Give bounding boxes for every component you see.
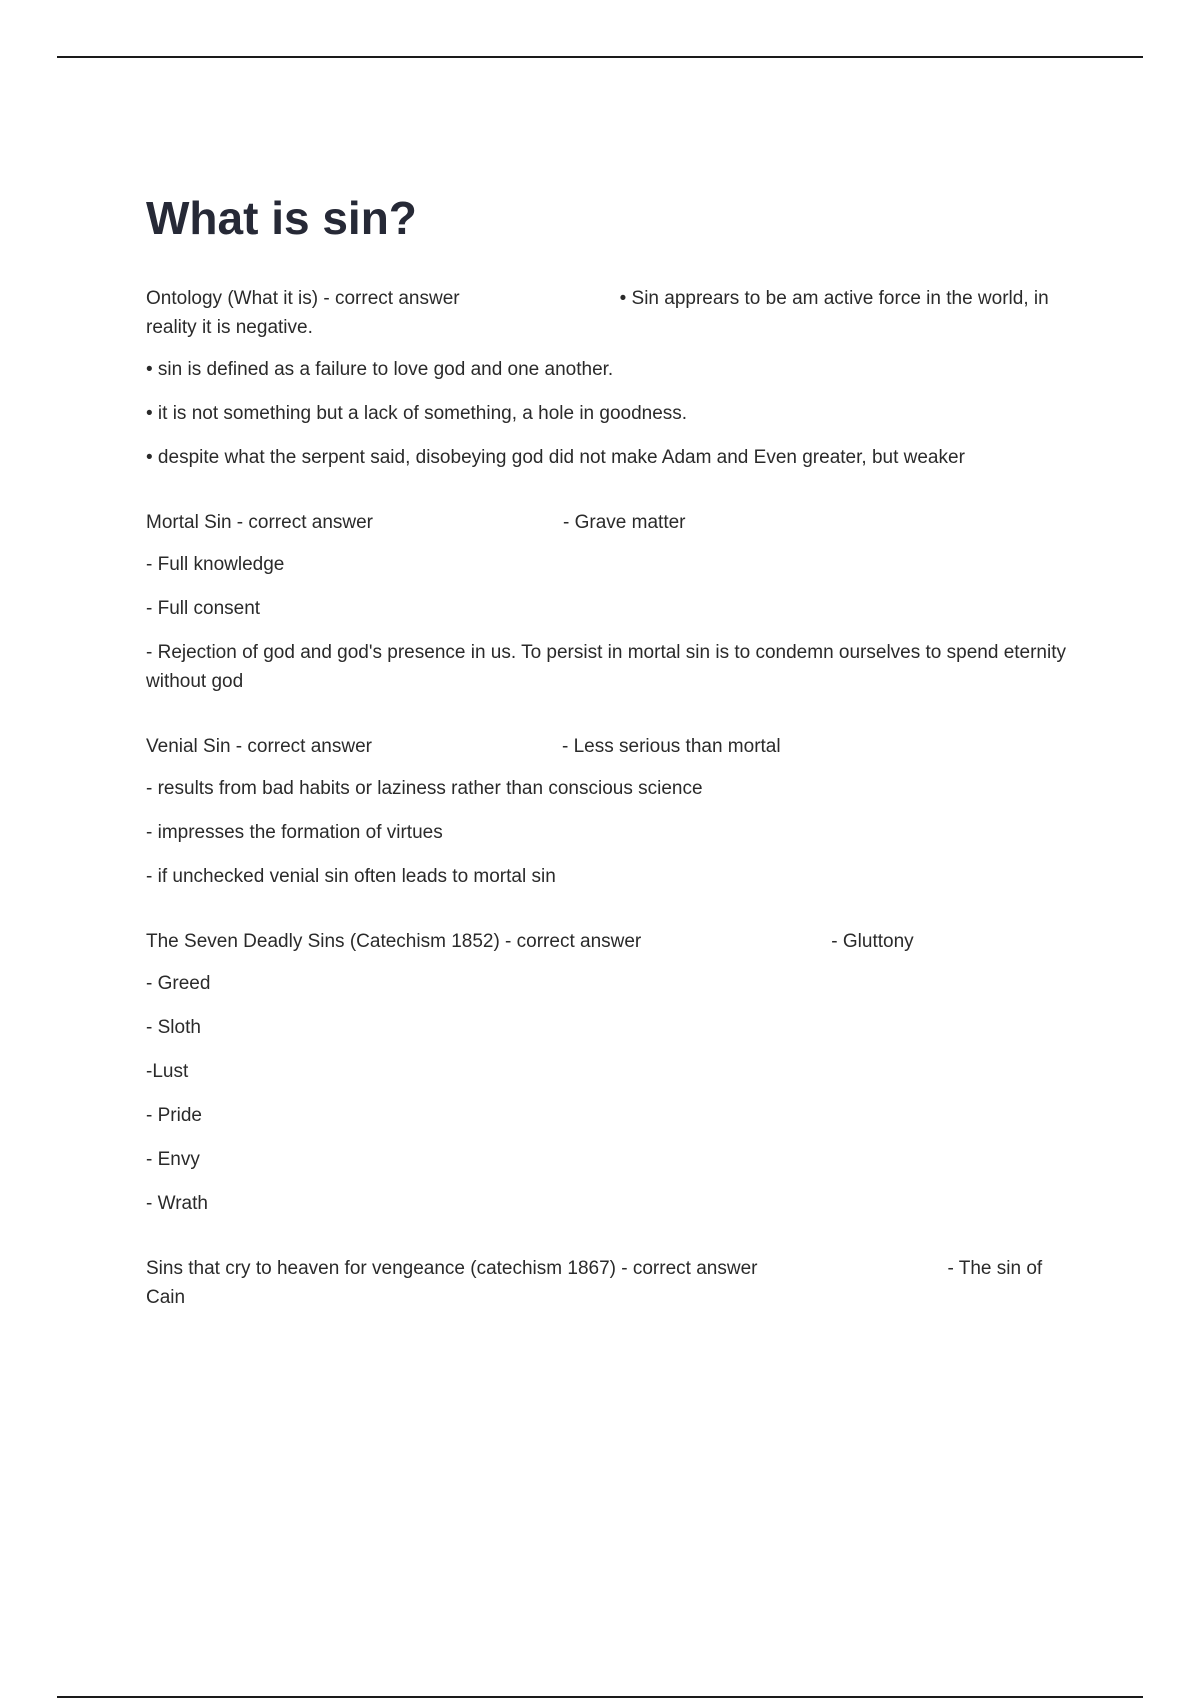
card-answer-line: - results from bad habits or laziness rather than conscious science (146, 778, 703, 799)
top-rule (57, 56, 1143, 58)
card-answer-line: - impresses the formation of virtues (146, 822, 443, 843)
card-answer-start: - Grave matter (563, 512, 686, 533)
card-answer-line: - Full consent (146, 598, 261, 619)
card-sins-cry-to-heaven (146, 1254, 1086, 1312)
card-question-line (146, 1254, 1086, 1312)
bottom-rule (57, 1696, 1143, 1698)
card-answer-start: - The sin of Cain (146, 1258, 1043, 1308)
card-answer-line: - Greed (146, 973, 211, 994)
card-answer-line: - Envy (146, 1149, 200, 1170)
card-answer-line: • it is not something but a lack of something, a hole in goodness. (146, 403, 688, 424)
card-mortal-sin (146, 508, 1086, 696)
page-title: What is sin? (146, 192, 417, 244)
card-question: Mortal Sin - correct answer (146, 512, 374, 533)
card-question: The Seven Deadly Sins (Catechism 1852) - correct answer (146, 931, 642, 952)
card-venial-sin (146, 732, 1086, 891)
card-question: Venial Sin - correct answer (146, 736, 372, 757)
card-answer-start: - Less serious than mortal (562, 736, 781, 757)
card-answer-line: - Full knowledge (146, 554, 285, 575)
card-answer-line: • despite what the serpent said, disobeying god did not make Adam and Even greater, but weaker (146, 447, 965, 468)
card-answer-line: - Sloth (146, 1017, 201, 1038)
card-answer-line: - Pride (146, 1105, 202, 1126)
card-answer-line: - Rejection of god and god's presence in us. To persist in mortal sin is to condemn ourselves to spend eternity without god (146, 642, 1066, 692)
card-ontology (146, 284, 1086, 472)
card-answer-start: • Sin apprears to be am active force in the world, in reality it is negative. (146, 288, 1049, 338)
card-answer-line: - Wrath (146, 1193, 208, 1214)
card-question: Ontology (What it is) - correct answer (146, 288, 460, 309)
card-answer-line: -Lust (146, 1061, 189, 1082)
card-answer-start: - Gluttony (831, 931, 914, 952)
card-question: Sins that cry to heaven for vengeance (catechism 1867) - correct answer (146, 1258, 758, 1279)
card-answer-line: • sin is defined as a failure to love god and one another. (146, 359, 614, 380)
card-question-line (146, 284, 1086, 342)
card-answer-line: - if unchecked venial sin often leads to mortal sin (146, 866, 556, 887)
card-question-line (146, 508, 1086, 537)
card-seven-deadly-sins (146, 927, 1086, 1218)
card-question-line (146, 732, 1086, 761)
document-body (146, 190, 1086, 1348)
card-question-line (146, 927, 1086, 956)
